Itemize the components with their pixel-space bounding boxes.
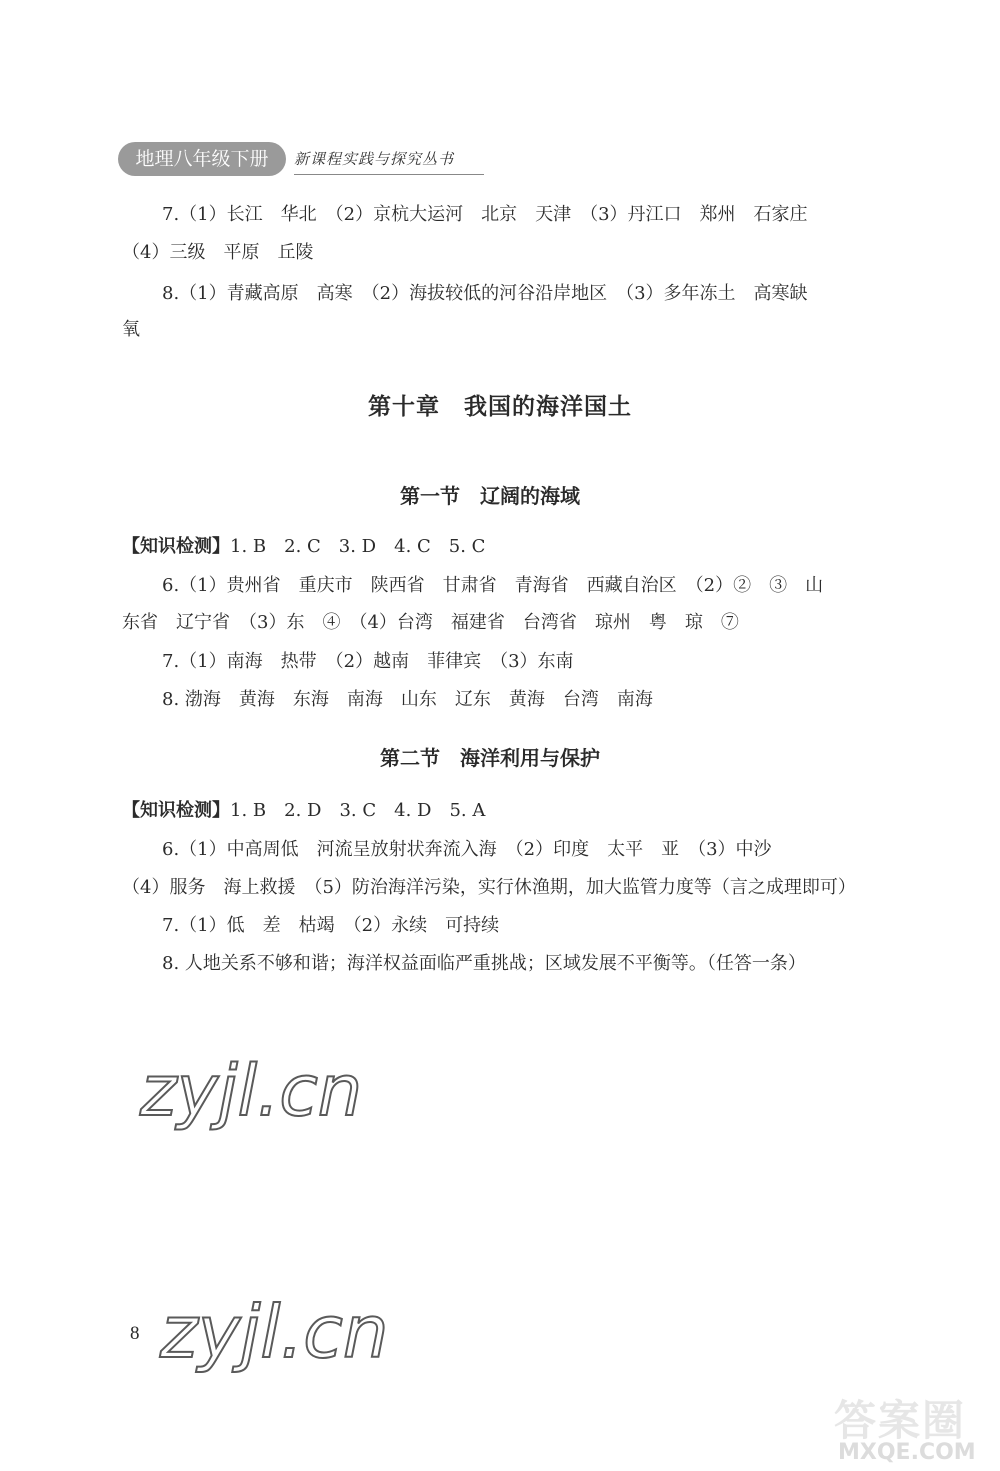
chapter-title: 第十章 我国的海洋国土 (368, 394, 632, 420)
section1-title: 第一节 辽阔的海域 (400, 484, 580, 508)
section1-q7: 7.（1）南海 热带 （2）越南 菲律宾 （3）东南 (162, 651, 574, 672)
section2-q7: 7.（1）低 差 枯竭 （2）永续 可持续 (162, 915, 500, 936)
section1-choice-answers: 1. B 2. C 3. D 4. C 5. C (230, 536, 486, 557)
section2-q6-line1: 6.（1）中高周低 河流呈放射状奔流入海 （2）印度 太平 亚 （3）中沙 (162, 839, 772, 860)
answer-q8-line1: 8.（1）青藏高原 高寒 （2）海拔较低的河谷沿岸地区 （3）多年冻土 高寒缺 (162, 283, 808, 304)
knowledge-check-label: 【知识检测】 (122, 536, 230, 557)
series-name: 新课程实践与探究丛书 (294, 150, 455, 168)
corner-logo-url: MXQE.COM (838, 1440, 976, 1465)
answer-q7-line1: 7.（1）长江 华北 （2）京杭大运河 北京 天津 （3）丹江口 郑州 石家庄 (162, 204, 808, 225)
watermark-top: zyjl.cn (140, 1050, 363, 1132)
section1-q6-line2: 东省 辽宁省 （3）东 ④ （4）台湾 福建省 台湾省 琼州 粤 琼 ⑦ (122, 612, 739, 633)
watermark-bottom: zyjl.cn (160, 1290, 389, 1374)
section1-q8: 8. 渤海 黄海 东海 南海 山东 辽东 黄海 台湾 南海 (162, 689, 653, 710)
section1-q6-line1: 6.（1）贵州省 重庆市 陕西省 甘肃省 青海省 西藏自治区 （2）② ③ 山 (162, 575, 824, 596)
answer-q8-line2: 氧 (122, 319, 140, 340)
section2-choice-answers: 1. B 2. D 3. C 4. D 5. A (230, 800, 486, 821)
knowledge-check-label: 【知识检测】 (122, 800, 230, 821)
section1-q1-5 (122, 535, 485, 559)
book-title-tag: 地理八年级下册 (118, 142, 286, 176)
answer-q7-line2: （4）三级 平原 丘陵 (122, 242, 314, 263)
section2-q6-line2: （4）服务 海上救援 （5）防治海洋污染，实行休渔期，加大监管力度等（言之成理即可） (122, 877, 856, 898)
page-number: 8 (130, 1323, 140, 1344)
section2-title: 第二节 海洋利用与保护 (380, 746, 600, 770)
section2-q1-5 (122, 799, 485, 823)
corner-logo-text: 答案圈 (834, 1396, 967, 1445)
header-underline (294, 174, 484, 175)
section2-q8: 8. 人地关系不够和谐；海洋权益面临严重挑战；区域发展不平衡等。（任答一条） (162, 953, 806, 974)
